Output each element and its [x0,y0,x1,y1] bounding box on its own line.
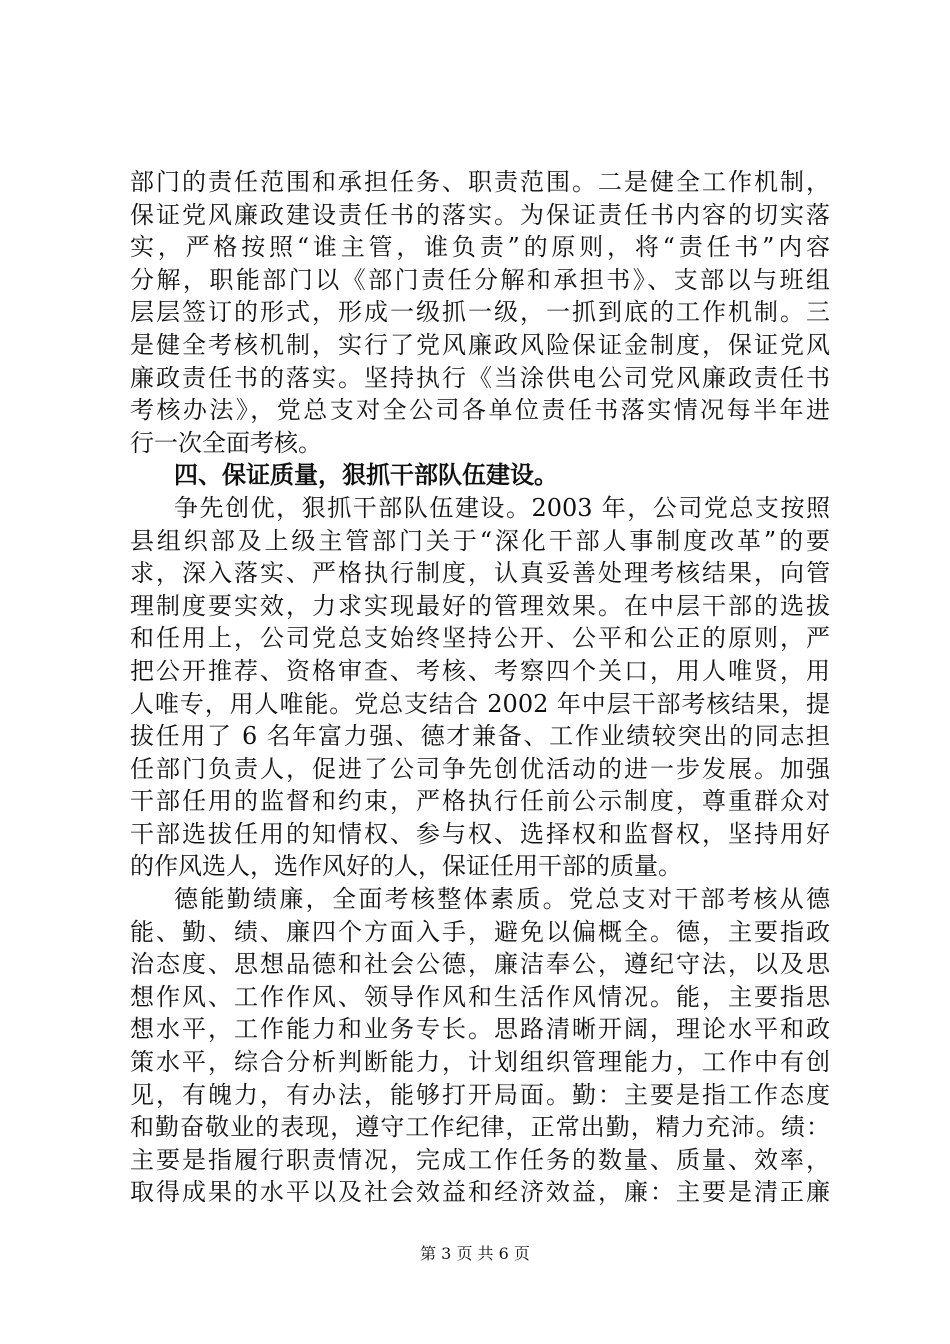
text-line: 是健全考核机制，实行了党风廉政风险保证金制度，保证党风 [130,330,830,359]
section-heading: 四、保证质量，狠抓干部队伍建设。 [174,461,558,490]
text-line: 部门的责任范围和承担任务、职责范围。二是健全工作机制， [130,168,830,196]
text-line: 实，严格按照“谁主管，谁负责”的原则，将“责任书”内容 [130,233,830,262]
text-line: 把公开推荐、资格审查、考核、考察四个关口，用人唯贤，用 [130,656,830,685]
text-line: 拔任用了 6 名年富力强、德才兼备、工作业绩较突出的同志担 [130,722,830,751]
text-line: 县组织部及上级主管部门关于“深化干部人事制度改革”的要 [130,526,830,555]
page-footer: 第 3 页 共 6 页 [420,1244,530,1263]
text-line: 保证党风廉政建设责任书的落实。为保证责任书内容的切实落 [130,200,830,229]
text-line: 求，深入落实、严格执行制度，认真妥善处理考核结果，向管 [130,559,830,588]
text-line: 主要是指履行职责情况，完成工作任务的数量、质量、效率， [130,1145,830,1174]
text-line: 和勤奋敬业的表现，遵守工作纪律，正常出勤，精力充沛。绩： [130,1113,830,1142]
text-line: 行一次全面考核。 [130,428,322,457]
document-body [130,166,830,1209]
text-line: 取得成果的水平以及社会效益和经济效益，廉：主要是清正廉 [130,1178,830,1207]
text-line: 德能勤绩廉，全面考核整体素质。党总支对干部考核从德 [174,885,830,914]
text-line: 任部门负责人，促进了公司争先创优活动的进一步发展。加强 [130,754,830,783]
text-line: 考核办法》，党总支对全公司各单位责任书落实情况每半年进 [130,396,830,425]
text-line: 争先创优，狠抓干部队伍建设。2003 年，公司党总支按照 [174,493,830,522]
text-line: 分解，职能部门以《部门责任分解和承担书》、支部以与班组 [130,265,830,294]
text-line: 治态度、思想品德和社会公德，廉洁奉公，遵纪守法，以及思 [130,950,830,979]
text-line: 层层签订的形式，形成一级抓一级，一抓到底的工作机制。三 [130,298,830,327]
text-line: 想作风、工作作风、领导作风和生活作风情况。能，主要指思 [130,982,830,1011]
text-line: 想水平，工作能力和业务专长。思路清晰开阔，理论水平和政 [130,1015,830,1044]
text-line: 廉政责任书的落实。坚持执行《当涂供电公司党风廉政责任书 [130,363,830,392]
text-line: 理制度要实效，力求实现最好的管理效果。在中层干部的选拔 [130,591,830,620]
text-line: 干部任用的监督和约束，严格执行任前公示制度，尊重群众对 [130,787,830,816]
text-line: 策水平，综合分析判断能力，计划组织管理能力，工作中有创 [130,1048,830,1077]
text-line: 干部选拔任用的知情权、参与权、选择权和监督权，坚持用好 [130,819,830,848]
text-line: 和任用上，公司党总支始终坚持公开、公平和公正的原则，严 [130,624,830,653]
text-line: 见，有魄力，有办法，能够打开局面。勤：主要是指工作态度 [130,1080,830,1109]
text-line: 能、勤、绩、廉四个方面入手，避免以偏概全。德，主要指政 [130,917,830,946]
text-line: 的作风选人，选作风好的人，保证任用干部的质量。 [130,852,682,881]
text-line: 人唯专，用人唯能。党总支结合 2002 年中层干部考核结果，提 [130,689,830,718]
